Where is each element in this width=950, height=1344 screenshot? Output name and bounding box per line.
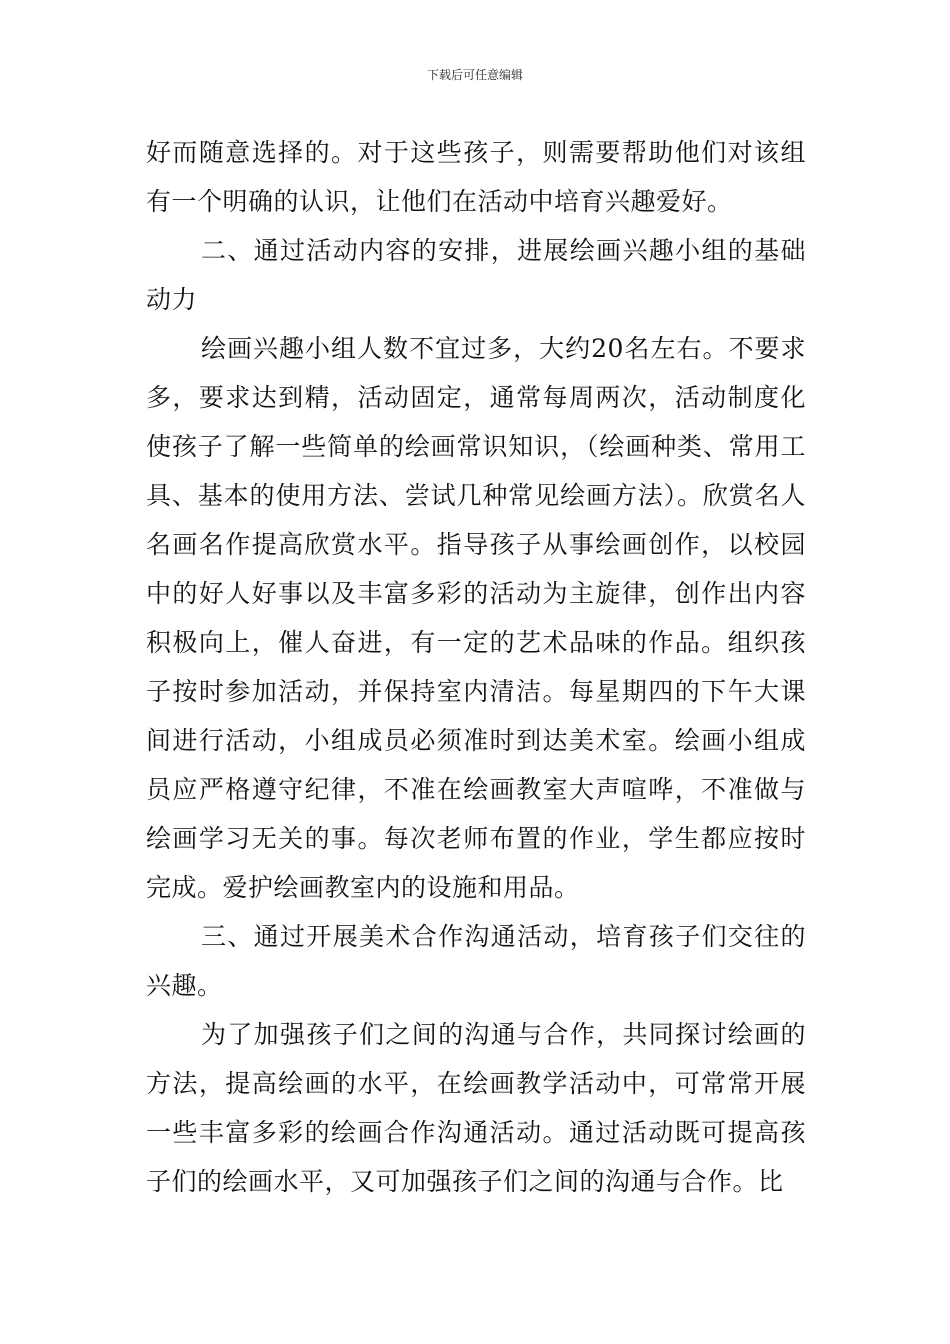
paragraph-group-rules: 绘画兴趣小组人数不宜过多，大约20名左右。不要求多，要求达到精，活动固定，通常每周两次，活动制度化使孩子了解一些简单的绘画常识知识，（绘画种类、常用工具、基本的使用方法、尝试几种常见绘画方法）。欣赏名人名画名作提高欣赏水平。指导孩子从事绘画创作，以校园中的好人好事以及丰富多彩的活动为主旋律，创作出内容积极向上，催人奋进，有一定的艺术品味的作品。组织孩子按时参加活动，并保持室内清洁。每星期四的下午大课间进行活动，小组成员必须准时到达美术室。绘画小组成员应严格遵守纪律，不准在绘画教室大声喧哗，不准做与绘画学习无关的事。每次老师布置的作业，学生都应按时完成。爱护绘画教室内的设施和用品。	[146, 334, 806, 902]
paragraph-continuation: 好而随意选择的。对于这些孩子，则需要帮助他们对该组有一个明确的认识，让他们在活动中培育兴趣爱好。	[146, 138, 806, 216]
page-header: 下载后可任意编辑	[426, 68, 523, 82]
document-body	[146, 128, 806, 1206]
section-heading-3: 三、通过开展美术合作沟通活动，培育孩子们交往的兴趣。	[146, 922, 806, 1000]
section-heading-2: 二、通过活动内容的安排，进展绘画兴趣小组的基础动力	[146, 236, 806, 314]
paragraph-cooperation: 为了加强孩子们之间的沟通与合作，共同探讨绘画的方法，提高绘画的水平，在绘画教学活动中，可常常开展一些丰富多彩的绘画合作沟通活动。通过活动既可提高孩子们的绘画水平，又可加强孩子们之间的沟通与合作。比	[146, 1020, 806, 1196]
